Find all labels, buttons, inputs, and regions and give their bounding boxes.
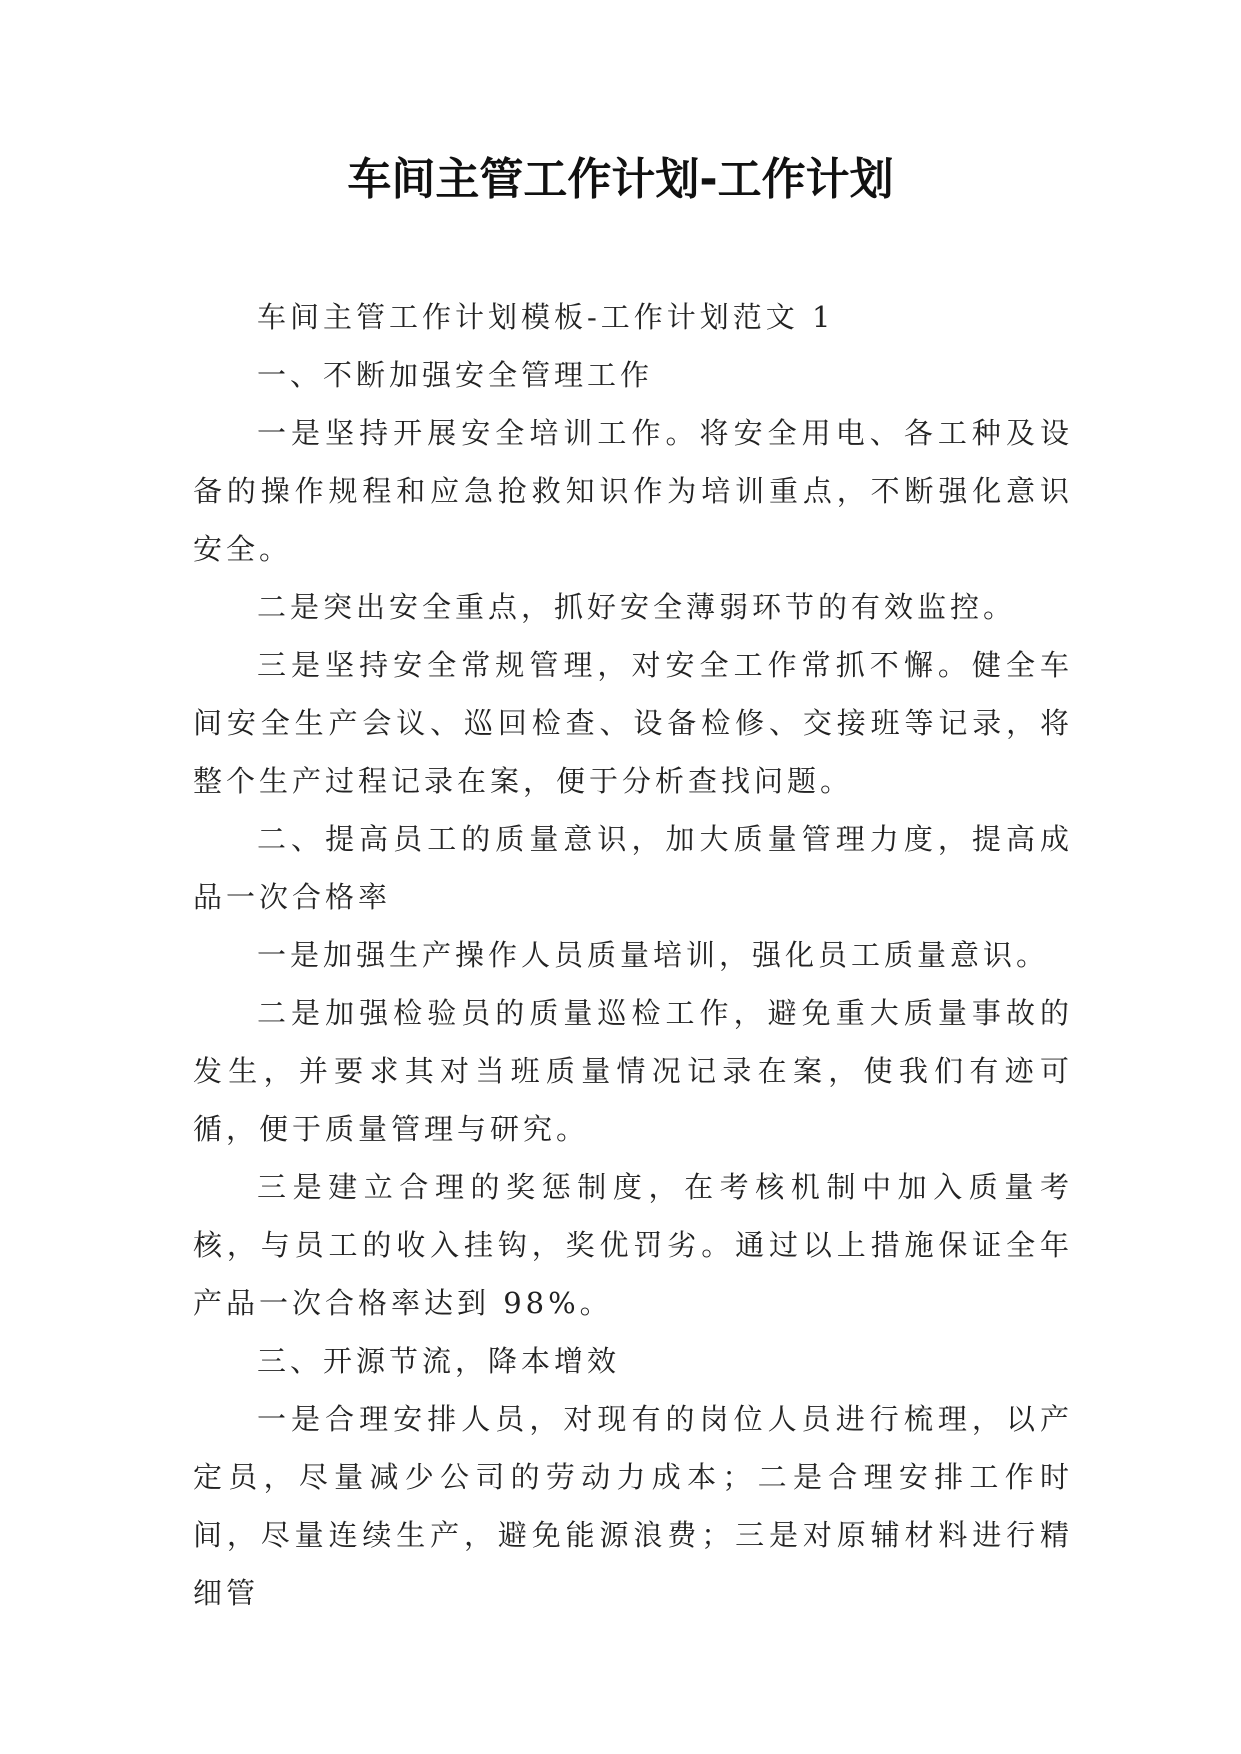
section-heading-safety: 一、不断加强安全管理工作: [257, 358, 654, 392]
paragraph: 一是合理安排人员，对现有的岗位人员进行梳理，以产定员，尽量减少公司的劳动力成本；二是合理安排工作时间，尽量连续生产，避免能源浪费；三是对原辅材料进行精细管: [193, 1402, 1073, 1610]
paragraph: 二是加强检验员的质量巡检工作，避免重大质量事故的发生，并要求其对当班质量情况记录在案，使我们有迹可循，便于质量管理与研究。: [193, 996, 1073, 1146]
paragraph: 一是坚持开展安全培训工作。将安全用电、各工种及设备的操作规程和应急抢救知识作为培训重点，不断强化意识安全。: [193, 416, 1073, 566]
document-body: [193, 288, 1073, 1622]
section-heading-quality: 二、提高员工的质量意识，加大质量管理力度，提高成品一次合格率: [193, 822, 1073, 914]
paragraph-subtitle: 车间主管工作计划模板-工作计划范文 1: [257, 300, 835, 334]
document-title: 车间主管工作计划-工作计划: [347, 154, 894, 205]
section-heading-cost: 三、开源节流，降本增效: [257, 1344, 621, 1378]
paragraph: 一是加强生产操作人员质量培训，强化员工质量意识。: [257, 938, 1050, 972]
paragraph: 二是突出安全重点，抓好安全薄弱环节的有效监控。: [257, 590, 1017, 624]
paragraph: 三是建立合理的奖惩制度，在考核机制中加入质量考核，与员工的收入挂钩，奖优罚劣。通过以上措施保证全年产品一次合格率达到 98%。: [193, 1170, 1073, 1320]
paragraph: 三是坚持安全常规管理，对安全工作常抓不懈。健全车间安全生产会议、巡回检查、设备检修、交接班等记录，将整个生产过程记录在案，便于分析查找问题。: [193, 648, 1073, 798]
